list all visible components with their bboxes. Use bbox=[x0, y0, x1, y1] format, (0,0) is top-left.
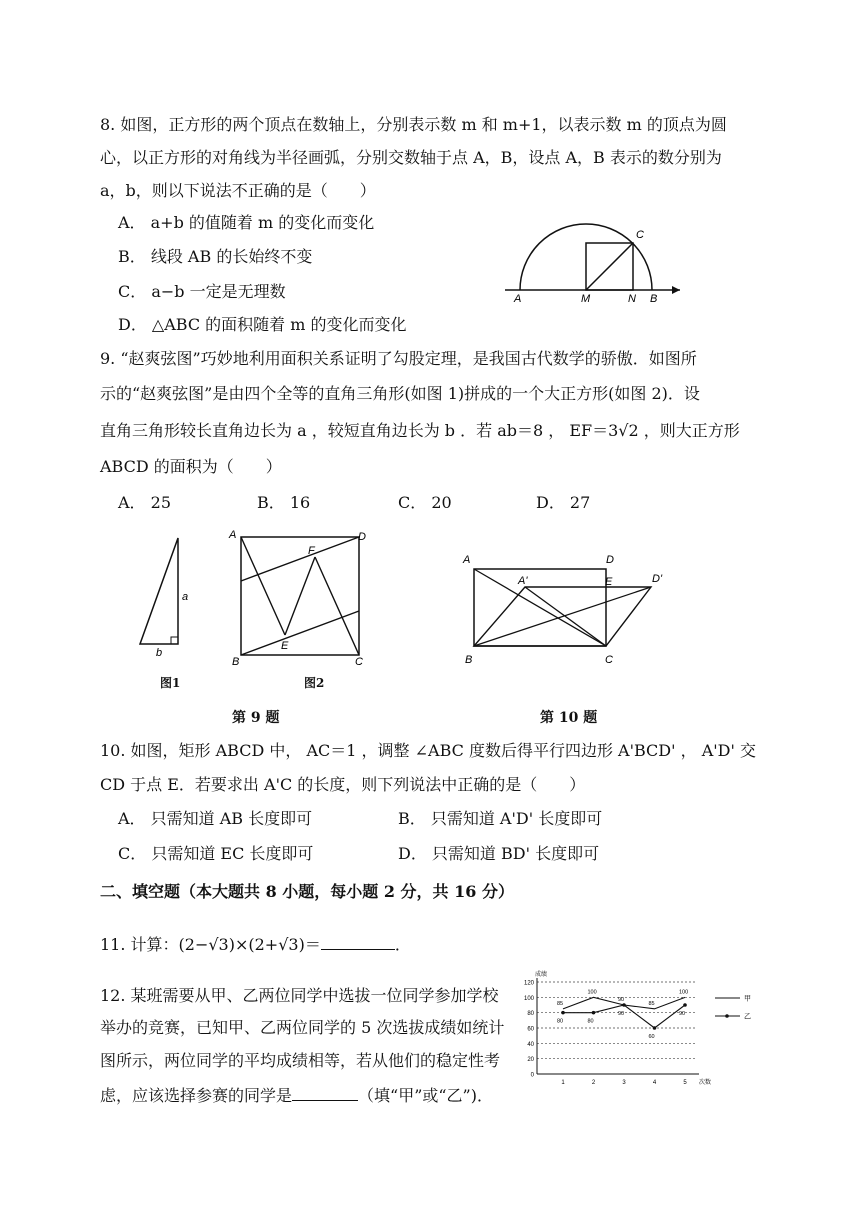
q9-option-d: D． 27 bbox=[536, 493, 591, 512]
q8-label-c: C bbox=[636, 229, 644, 241]
q9-option-b: B． 16 bbox=[257, 493, 311, 512]
q9-fig2-label-f: F bbox=[308, 545, 315, 557]
chart-x-tick-label: 1 bbox=[561, 1080, 565, 1086]
q9-fig2-label-e: E bbox=[281, 640, 289, 652]
q9-option-c: C． 20 bbox=[398, 493, 452, 512]
chart-y-tick-label: 100 bbox=[523, 995, 534, 1002]
chart-data-label: 90 bbox=[679, 1011, 686, 1017]
q10-label-b: B bbox=[465, 654, 473, 666]
chart-data-label: 100 bbox=[587, 989, 597, 996]
q12-last-suffix: （填“甲”或“乙”)． bbox=[358, 1086, 493, 1105]
q9-fig2-label-a: A bbox=[229, 529, 237, 541]
q11-suffix: ． bbox=[394, 935, 411, 954]
q10-caption: 第 10 题 bbox=[540, 710, 598, 726]
q9-caption: 第 9 题 bbox=[232, 710, 280, 726]
chart-data-label: 90 bbox=[618, 1011, 625, 1017]
q8-label-m: M bbox=[581, 293, 591, 305]
chart-legend-marker bbox=[725, 1014, 729, 1018]
chart-data-label: 60 bbox=[648, 1034, 655, 1040]
q10-line-1: 10. 如图，矩形 ABCD 中， AC＝1 ，调整 ∠ABC 度数后得平行四边形 A'BCD' ， A'D' 交 bbox=[100, 741, 756, 760]
q9-fig2-label-b: B bbox=[232, 656, 240, 668]
chart-x-tick-label: 2 bbox=[591, 1080, 596, 1086]
q8-option-d: D． △ABC 的面积随着 m 的变化而变化 bbox=[118, 315, 407, 334]
chart-y-tick-label: 120 bbox=[523, 980, 534, 987]
chart-data-label: 85 bbox=[648, 1000, 655, 1007]
chart-legend-label: 甲 bbox=[744, 995, 751, 1003]
q8-option-a: A． a+b 的值随着 m 的变化而变化 bbox=[118, 213, 375, 232]
q10-line-2: CD 于点 E．若要求出 A'C 的长度，则下列说法中正确的是（ ） bbox=[100, 775, 586, 794]
q8-label-n: N bbox=[628, 293, 636, 305]
q9-fig2-label-d: D bbox=[358, 531, 366, 543]
q8-figure bbox=[500, 210, 690, 305]
q11-expression: 11. 计算：(2−√3)×(2+√3)＝ bbox=[100, 935, 321, 954]
chart-point bbox=[561, 1011, 565, 1015]
q9-fig2-label-c: C bbox=[355, 656, 363, 668]
chart-y-tick-label: 0 bbox=[530, 1072, 534, 1079]
q12-line-3: 图所示，两位同学的平均成绩相等，若从他们的稳定性考 bbox=[100, 1051, 501, 1070]
q11-answer-blank[interactable] bbox=[321, 949, 395, 950]
chart-point bbox=[653, 1026, 657, 1030]
q10-option-c: C． 只需知道 EC 长度即可 bbox=[118, 844, 314, 863]
chart-y-tick-label: 20 bbox=[527, 1057, 534, 1064]
q10-label-e: E bbox=[605, 576, 613, 588]
q9-line-2: 示的“赵爽弦图”是由四个全等的直角三角形(如图 1)拼成的一个大正方形(如图 2)．设 bbox=[100, 384, 700, 403]
q8-label-b: B bbox=[650, 293, 658, 305]
chart-y-tick-label: 40 bbox=[527, 1041, 534, 1048]
chart-point bbox=[683, 1003, 687, 1007]
q10-label-d-prime: D' bbox=[652, 573, 663, 585]
q8-option-c: C． a−b 一定是无理数 bbox=[118, 282, 286, 301]
chart-data-label: 100 bbox=[679, 989, 689, 996]
q8-option-b: B． 线段 AB 的长始终不变 bbox=[118, 247, 313, 266]
q12-line-4 bbox=[100, 1085, 493, 1107]
q10-label-c: C bbox=[605, 654, 613, 666]
q12-line-chart bbox=[515, 968, 760, 1090]
q10-figure bbox=[455, 545, 685, 670]
chart-data-label: 80 bbox=[587, 1018, 594, 1025]
chart-x-tick-label: 5 bbox=[683, 1080, 687, 1086]
q9-fig1-label-b: b bbox=[156, 647, 163, 659]
q9-fig1-caption: 图1 bbox=[160, 676, 181, 690]
section-2-title: 二、填空题（本大题共 8 小题，每小题 2 分，共 16 分） bbox=[100, 882, 514, 901]
q10-label-a-prime: A' bbox=[518, 575, 528, 587]
q12-line-2: 举办的竞赛，已知甲、乙两位同学的 5 次选拔成绩如统计 bbox=[100, 1018, 505, 1037]
q8-line-1: 8. 如图，正方形的两个顶点在数轴上，分别表示数 m 和 m+1，以表示数 m 的顶点为圆 bbox=[100, 115, 727, 134]
chart-x-tick-label: 3 bbox=[622, 1080, 626, 1086]
q9-option-a: A． 25 bbox=[118, 493, 172, 512]
q12-answer-blank[interactable] bbox=[292, 1100, 358, 1101]
q9-fig2-caption: 图2 bbox=[304, 676, 325, 690]
chart-data-label: 90 bbox=[618, 997, 625, 1003]
chart-y-tick-label: 60 bbox=[527, 1026, 534, 1033]
chart-point bbox=[592, 1011, 596, 1015]
q9-line-3: 直角三角形较长直角边长为 a ，较短直角边长为 b ．若 ab＝8 ， EF＝3√2 ，则大正方形 bbox=[100, 421, 740, 440]
q12-last-prefix: 虑，应该选择参赛的同学是 bbox=[100, 1086, 293, 1105]
q8-label-a: A bbox=[514, 293, 522, 305]
q10-label-a: A bbox=[463, 554, 471, 566]
q10-label-d: D bbox=[606, 554, 614, 566]
q9-fig1-label-a: a bbox=[182, 591, 189, 603]
chart-y-axis-label: 成绩 bbox=[535, 972, 548, 978]
chart-data-label: 85 bbox=[557, 1000, 564, 1007]
q12-line-1: 12. 某班需要从甲、乙两位同学中选拔一位同学参加学校 bbox=[100, 986, 499, 1005]
q10-option-b: B． 只需知道 A'D' 长度即可 bbox=[398, 809, 603, 828]
chart-y-tick-label: 80 bbox=[527, 1011, 534, 1018]
q8-line-3: a，b，则以下说法不正确的是（ ） bbox=[100, 181, 376, 200]
q9-line-1: 9. “赵爽弦图”巧妙地利用面积关系证明了勾股定理，是我国古代数学的骄傲．如图所 bbox=[100, 349, 697, 368]
chart-data-label: 80 bbox=[557, 1018, 564, 1025]
q10-option-a: A． 只需知道 AB 长度即可 bbox=[118, 809, 313, 828]
q10-option-d: D． 只需知道 BD' 长度即可 bbox=[398, 844, 600, 863]
q11-line bbox=[100, 934, 411, 956]
q9-figure-2 bbox=[225, 528, 375, 673]
chart-point bbox=[622, 1003, 626, 1007]
chart-x-axis-label: 次数 bbox=[699, 1080, 712, 1086]
chart-x-tick-label: 4 bbox=[652, 1080, 657, 1086]
q8-line-2: 心，以正方形的对角线为半径画弧，分别交数轴于点 A，B，设点 A，B 表示的数分别为 bbox=[100, 148, 722, 167]
q9-line-4: ABCD 的面积为（ ） bbox=[100, 457, 282, 476]
q9-figure-1 bbox=[130, 530, 200, 660]
chart-legend-label: 乙 bbox=[744, 1013, 751, 1021]
